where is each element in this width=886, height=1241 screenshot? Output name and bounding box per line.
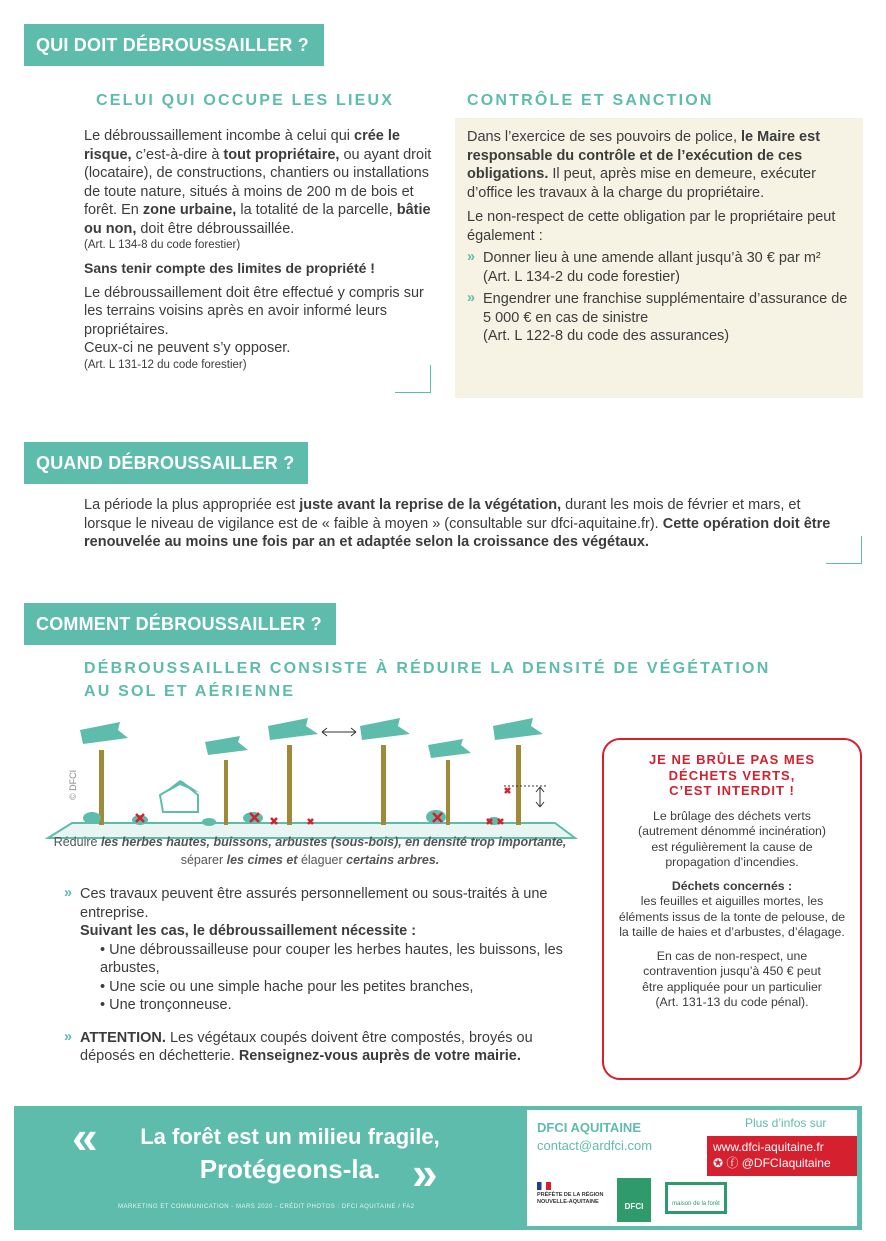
subtitle-occupant: CELUI QUI OCCUPE LES LIEUX	[96, 92, 395, 109]
illustration-caption: Réduire les herbes hautes, buissons, arbustes (sous-bois), en densité trop importante, séparer les cimes et élaguer certains arbres.	[53, 835, 567, 867]
footer	[14, 1106, 862, 1230]
section-title-when: QUAND DÉBROUSSAILLER ?	[24, 442, 308, 484]
list-item: • Une débroussailleuse pour couper les herbes hautes, les buissons, les arbustes,	[100, 941, 563, 976]
footer-quote: La forêt est un milieu fragile, Protégeons-la.	[140, 1124, 440, 1184]
open-quote: «	[72, 1111, 98, 1163]
prefet-logo: PRÉFÈTE DE LA RÉGION NOUVELLE-AQUITAINE	[537, 1182, 607, 1206]
social-handle[interactable]: ✪ ⓕ @DFCIaquitaine	[713, 1156, 831, 1170]
house	[158, 780, 200, 812]
list-item: • Une scie ou une simple hache pour les petites branches,	[100, 978, 474, 995]
close-quote: »	[412, 1147, 438, 1199]
spacing-arrows	[322, 728, 546, 807]
web-badge	[707, 1136, 857, 1176]
footer-credits: MARKETING ET COMMUNICATION - MARS 2020 - CRÉDIT PHOTOS : DFCI AQUITAINE / FA2	[118, 1204, 415, 1210]
contact-panel	[527, 1110, 857, 1226]
email-link[interactable]: contact@ardfci.com	[537, 1138, 653, 1153]
section-title-how: COMMENT DÉBROUSSAILLER ?	[24, 603, 336, 645]
website-link[interactable]: www.dfci-aquitaine.fr	[713, 1140, 824, 1154]
how-subtitle: DÉBROUSSAILLER CONSISTE À RÉDUIRE LA DENSITÉ DE VÉGÉTATION AU SOL ET AÉRIENNE	[84, 660, 771, 700]
section-title-who: QUI DOIT DÉBROUSSAILLER ?	[24, 24, 324, 66]
when-text: La période la plus appropriée est juste avant la reprise de la végétation, durant les mois de février et mars, et lorsque le niveau de vigilance est de « faible à moyen » (consultable sur dfci-aquitaine.fr). Cette opération doit être renouvelée au moins une fois par an et adaptée selon la croissance des végétaux.	[84, 497, 831, 550]
decorative-corner	[826, 536, 862, 564]
dfci-logo: DFCI	[617, 1178, 651, 1222]
how-instructions: » Ces travaux peuvent être assurés personnellement ou sous-traités à une entreprise. Suivant les cas, le débroussaillement nécessite : • Une débroussailleuse pour couper les herbes hautes, les buissons, les arbustes, • Une scie ou une simple hache pour les petites branches, • Une tronçonneuse. » ATTENTION. Les végétaux coupés doivent être compostés, broyés ou déposés en déchetterie. Renseignez-vous auprès de votre mairie.	[64, 885, 584, 1066]
tree-crowns	[80, 718, 543, 758]
list-item: • Une tronçonneuse.	[100, 997, 232, 1013]
forest-illustration	[40, 710, 580, 850]
control-box: Dans l’exercice de ses pouvoirs de police, le Maire est responsable du contrôle et de l’exécution de ces obligations. Il peut, après mise en demeure, exécuter d’office les travaux à la charge du propriétaire. Le non-respect de cette obligation par le propriétaire peut également : » Donner lieu à une amende allant jusqu’à 30 € par m² (Art. L 134-2 du code forestier) » Engendrer une franchise supplémentaire d’assurance de 5 000 € en cas de sinistre (Art. L 122-8 du code des assurances)	[455, 118, 863, 398]
illustration-credit: © DFCI	[68, 769, 78, 800]
more-info-label: Plus d’infos sur	[745, 1116, 827, 1130]
occupant-text: Le débroussaillement incombe à celui qui crée le risque, c’est-à-dire à tout propriétaire, ou ayant droit (locataire), de constructions, chantiers ou installations de toute nature, situés à moins de 200 m de bois et forêt. En zone urbaine, la totalité de la parcelle, bâtie ou non, doit être débroussaillée. (Art. L 134-8 du code forestier) Sans tenir compte des limites de propriété ! Le débroussaillement doit être effectué y compris sur les terrains voisins après en avoir informé leurs propriétaires. Ceux-ci ne peuvent s’y opposer. (Art. L 131-12 du code forestier)	[84, 128, 432, 371]
tools-list	[80, 941, 584, 1015]
subtitle-control: CONTRÔLE ET SANCTION	[467, 92, 714, 109]
org-name: DFCI AQUITAINE	[537, 1120, 641, 1135]
decorative-corner	[395, 365, 431, 393]
warning-box: JE NE BRÛLE PAS MES DÉCHETS VERTS, C’EST INTERDIT ! Le brûlage des déchets verts (autrement dénommé incinération) est régulièrement la cause de propagation d’incendies. Déchets concernés : les feuilles et aiguilles mortes, les éléments issus de la tonte de pelouse, de la taille de haies et d’arbustes, d’élagage. En cas de non-respect, une contravention jusqu’à 450 € peut être appliquée pour un particulier (Art. 131-13 du code pénal).	[602, 738, 862, 1080]
maison-foret-logo: maison de la forêt	[665, 1182, 727, 1214]
